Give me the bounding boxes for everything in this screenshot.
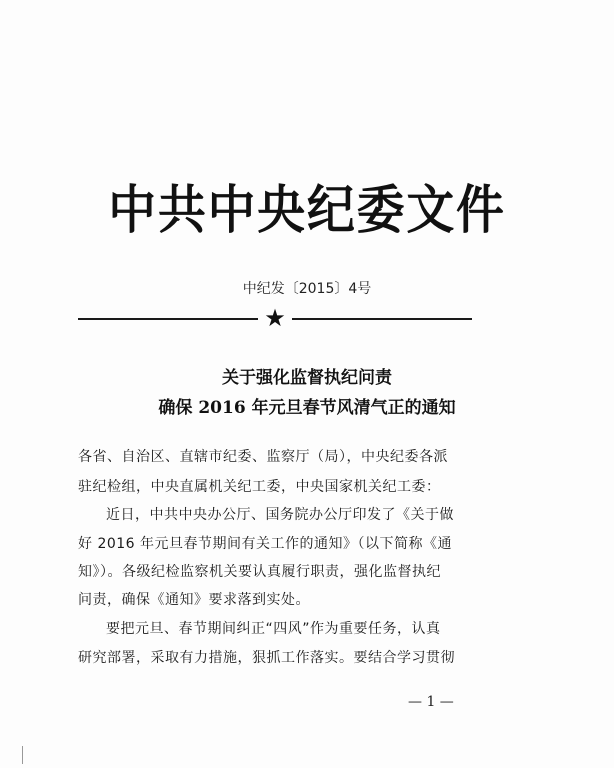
body-line-2: 驻纪检组，中央直属机关纪工委，中央国家机关纪工委： (78, 479, 441, 495)
body-line-7: 要把元旦、春节期间纠正“四风”作为重要任务，认真 (106, 621, 441, 637)
body-line-6: 问责，确保《通知》要求落到实处。 (78, 592, 310, 608)
document-number: 中纪发〔2015〕4号 (242, 281, 372, 297)
scan-edge-mark (22, 746, 23, 764)
header-rule-right (292, 318, 472, 320)
star-icon: ★ (264, 304, 286, 332)
body-line-3: 近日，中共中央办公厅、国务院办公厅印发了《关于做 (106, 507, 454, 523)
body-line-8: 研究部署，采取有力措施，狠抓工作落实。要结合学习贯彻 (78, 650, 455, 666)
notice-title-line-2: 确保 2016 年元旦春节风清气正的通知 (158, 398, 456, 418)
page-number: — 1 — (408, 694, 454, 710)
header-rule-left (78, 318, 258, 320)
body-line-4: 好 2016 年元旦春节期间有关工作的通知》（以下简称《通 (78, 536, 453, 552)
body-line-1: 各省、自治区、直辖市纪委、监察厅（局），中央纪委各派 (78, 449, 448, 465)
organization-title: 中共中央纪委文件 (108, 181, 506, 241)
notice-title-line-1: 关于强化监督执纪问责 (222, 368, 392, 388)
body-line-5: 知》）。各级纪检监察机关要认真履行职责，强化监督执纪 (78, 564, 441, 580)
